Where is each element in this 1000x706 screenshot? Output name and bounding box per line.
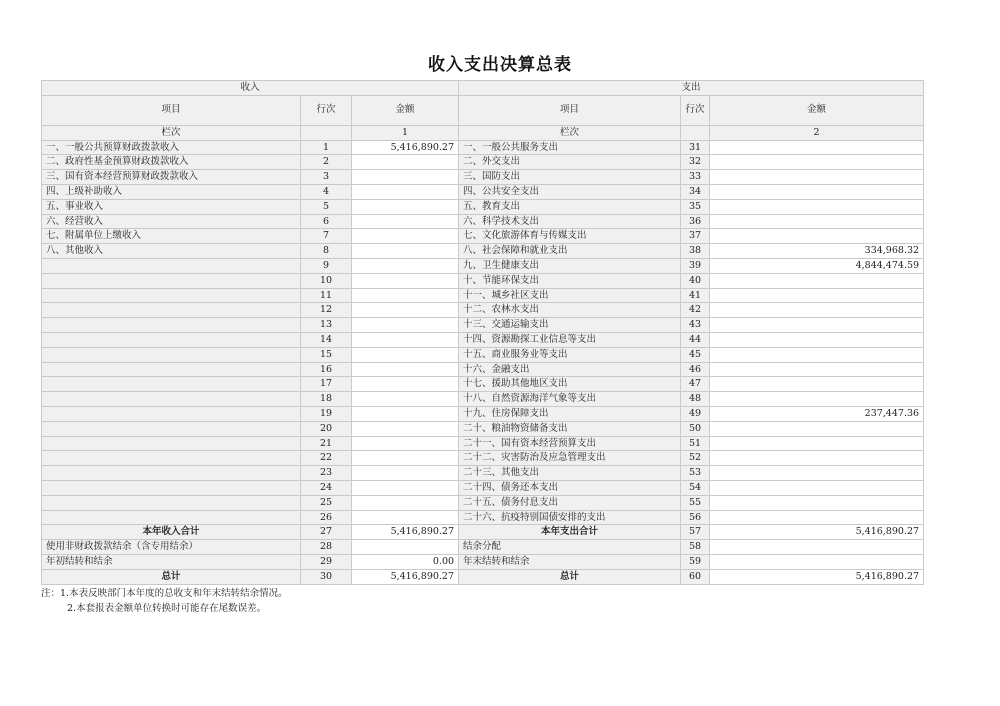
table-row <box>42 406 924 421</box>
expense-amount <box>710 554 924 569</box>
expense-item: 结余分配 <box>459 540 681 555</box>
income-amount <box>352 406 459 421</box>
income-item: 八、其他收入 <box>42 244 301 259</box>
expense-row-no: 51 <box>681 436 710 451</box>
income-item: 一、一般公共预算财政拨款收入 <box>42 140 301 155</box>
income-row-no: 27 <box>301 525 352 540</box>
expense-amount <box>710 332 924 347</box>
income-item <box>42 377 301 392</box>
expense-row-no: 48 <box>681 392 710 407</box>
expense-item: 二十三、其他支出 <box>459 466 681 481</box>
expense-item: 十七、援助其他地区支出 <box>459 377 681 392</box>
table-row <box>42 436 924 451</box>
income-amount-header: 金额 <box>352 95 459 125</box>
income-item: 二、政府性基金预算财政拨款收入 <box>42 155 301 170</box>
income-item <box>42 510 301 525</box>
expense-item: 二十六、抗疫特别国债安排的支出 <box>459 510 681 525</box>
income-row-no: 30 <box>301 569 352 584</box>
expense-item: 八、社会保障和就业支出 <box>459 244 681 259</box>
table-row <box>42 303 924 318</box>
income-amount <box>352 510 459 525</box>
expense-row-no-header: 行次 <box>681 95 710 125</box>
expense-amount: 237,447.36 <box>710 406 924 421</box>
table-row <box>42 451 924 466</box>
income-row-no: 15 <box>301 347 352 362</box>
income-amount <box>352 466 459 481</box>
expense-amount <box>710 510 924 525</box>
income-row-no: 8 <box>301 244 352 259</box>
expense-item: 二十一、国有资本经营预算支出 <box>459 436 681 451</box>
income-group-header: 收入 <box>42 81 459 96</box>
expense-row-no: 31 <box>681 140 710 155</box>
income-item: 年初结转和结余 <box>42 554 301 569</box>
income-amount <box>352 362 459 377</box>
expense-amount-header: 金额 <box>710 95 924 125</box>
expense-amount: 334,968.32 <box>710 244 924 259</box>
income-row-no: 14 <box>301 332 352 347</box>
expense-item: 九、卫生健康支出 <box>459 258 681 273</box>
expense-item: 十八、自然资源海洋气象等支出 <box>459 392 681 407</box>
income-amount <box>352 332 459 347</box>
income-amount: 0.00 <box>352 554 459 569</box>
expense-amount <box>710 184 924 199</box>
income-item <box>42 318 301 333</box>
expense-row-no: 38 <box>681 244 710 259</box>
expense-row-no: 56 <box>681 510 710 525</box>
income-row-no: 22 <box>301 451 352 466</box>
column-header-row <box>42 95 924 125</box>
income-row-no: 13 <box>301 318 352 333</box>
income-amount <box>352 436 459 451</box>
expense-amount <box>710 392 924 407</box>
expense-amount <box>710 436 924 451</box>
expense-item: 十六、金融支出 <box>459 362 681 377</box>
income-column-index: 1 <box>352 125 459 140</box>
expense-item: 三、国防支出 <box>459 170 681 185</box>
expense-amount <box>710 170 924 185</box>
income-item <box>42 362 301 377</box>
income-item <box>42 480 301 495</box>
income-amount <box>352 288 459 303</box>
table-row <box>42 140 924 155</box>
income-item: 三、国有资本经营预算财政拨款收入 <box>42 170 301 185</box>
income-item <box>42 258 301 273</box>
income-amount <box>352 258 459 273</box>
income-row-no: 1 <box>301 140 352 155</box>
expense-item: 总计 <box>459 569 681 584</box>
table-row <box>42 510 924 525</box>
expense-item: 一、一般公共服务支出 <box>459 140 681 155</box>
expense-item: 十五、商业服务业等支出 <box>459 347 681 362</box>
income-row-no: 19 <box>301 406 352 421</box>
table-row <box>42 495 924 510</box>
page-title: 收入支出决算总表 <box>428 55 572 75</box>
table-row <box>42 288 924 303</box>
expense-amount <box>710 362 924 377</box>
expense-item: 十四、资源勘探工业信息等支出 <box>459 332 681 347</box>
income-item <box>42 332 301 347</box>
table-row <box>42 199 924 214</box>
expense-amount <box>710 214 924 229</box>
income-row-no: 2 <box>301 155 352 170</box>
table-row <box>42 332 924 347</box>
expense-amount <box>710 540 924 555</box>
income-amount <box>352 392 459 407</box>
expense-column-index-blank <box>681 125 710 140</box>
expense-amount <box>710 303 924 318</box>
income-item: 使用非财政拨款结余（含专用结余） <box>42 540 301 555</box>
table-row <box>42 480 924 495</box>
footnotes <box>41 586 288 616</box>
income-row-no: 16 <box>301 362 352 377</box>
table-row <box>42 362 924 377</box>
expense-amount <box>710 347 924 362</box>
expense-amount <box>710 480 924 495</box>
expense-row-no: 33 <box>681 170 710 185</box>
income-item <box>42 303 301 318</box>
income-row-no: 4 <box>301 184 352 199</box>
expense-item: 四、公共安全支出 <box>459 184 681 199</box>
expense-item: 二、外交支出 <box>459 155 681 170</box>
income-item <box>42 392 301 407</box>
income-amount <box>352 377 459 392</box>
expense-row-no: 35 <box>681 199 710 214</box>
income-amount: 5,416,890.27 <box>352 569 459 584</box>
expense-amount <box>710 155 924 170</box>
table-row <box>42 244 924 259</box>
expense-row-no: 53 <box>681 466 710 481</box>
income-column-label: 栏次 <box>42 125 301 140</box>
table-row <box>42 184 924 199</box>
expense-amount <box>710 140 924 155</box>
expense-row-no: 44 <box>681 332 710 347</box>
expense-row-no: 57 <box>681 525 710 540</box>
expense-row-no: 36 <box>681 214 710 229</box>
table-row <box>42 392 924 407</box>
income-amount <box>352 273 459 288</box>
expense-column-label: 栏次 <box>459 125 681 140</box>
income-amount <box>352 199 459 214</box>
table-row <box>42 466 924 481</box>
expense-row-no: 45 <box>681 347 710 362</box>
expense-row-no: 59 <box>681 554 710 569</box>
income-row-no: 7 <box>301 229 352 244</box>
income-item: 四、上级补助收入 <box>42 184 301 199</box>
expense-amount <box>710 377 924 392</box>
summary-row <box>42 569 924 584</box>
expense-item: 六、科学技术支出 <box>459 214 681 229</box>
income-amount <box>352 318 459 333</box>
expense-item: 二十、粮油物资储备支出 <box>459 421 681 436</box>
income-item <box>42 347 301 362</box>
table-row <box>42 258 924 273</box>
income-item: 七、附属单位上缴收入 <box>42 229 301 244</box>
expense-item: 年末结转和结余 <box>459 554 681 569</box>
income-amount <box>352 214 459 229</box>
expense-amount <box>710 199 924 214</box>
table-row <box>42 273 924 288</box>
income-amount <box>352 303 459 318</box>
income-row-no: 26 <box>301 510 352 525</box>
expense-item-header: 项目 <box>459 95 681 125</box>
expense-row-no: 37 <box>681 229 710 244</box>
expense-item: 二十二、灾害防治及应急管理支出 <box>459 451 681 466</box>
expense-amount <box>710 466 924 481</box>
expense-row-no: 34 <box>681 184 710 199</box>
expense-amount: 4,844,474.59 <box>710 258 924 273</box>
expense-item: 七、文化旅游体育与传媒支出 <box>459 229 681 244</box>
income-row-no: 29 <box>301 554 352 569</box>
income-item-header: 项目 <box>42 95 301 125</box>
table-row <box>42 377 924 392</box>
income-amount <box>352 244 459 259</box>
table-row <box>42 155 924 170</box>
income-row-no: 3 <box>301 170 352 185</box>
expense-row-no: 40 <box>681 273 710 288</box>
table-row <box>42 214 924 229</box>
income-row-no: 23 <box>301 466 352 481</box>
expense-item: 二十四、债务还本支出 <box>459 480 681 495</box>
income-column-index-blank <box>301 125 352 140</box>
expense-row-no: 54 <box>681 480 710 495</box>
income-amount <box>352 347 459 362</box>
income-row-no: 24 <box>301 480 352 495</box>
table-row <box>42 347 924 362</box>
income-amount: 5,416,890.27 <box>352 140 459 155</box>
expense-row-no: 43 <box>681 318 710 333</box>
expense-item: 十二、农林水支出 <box>459 303 681 318</box>
income-amount <box>352 451 459 466</box>
expense-row-no: 39 <box>681 258 710 273</box>
expense-row-no: 46 <box>681 362 710 377</box>
expense-amount <box>710 273 924 288</box>
income-amount <box>352 229 459 244</box>
income-row-no: 11 <box>301 288 352 303</box>
expense-amount: 5,416,890.27 <box>710 569 924 584</box>
income-item <box>42 466 301 481</box>
income-item <box>42 436 301 451</box>
table-row <box>42 229 924 244</box>
income-item: 本年收入合计 <box>42 525 301 540</box>
expense-item: 十、节能环保支出 <box>459 273 681 288</box>
expense-row-no: 60 <box>681 569 710 584</box>
table-row <box>42 318 924 333</box>
income-row-no: 6 <box>301 214 352 229</box>
income-item: 六、经营收入 <box>42 214 301 229</box>
expense-row-no: 42 <box>681 303 710 318</box>
expense-row-no: 50 <box>681 421 710 436</box>
income-amount <box>352 184 459 199</box>
expense-amount <box>710 421 924 436</box>
column-index-row <box>42 125 924 140</box>
footnote-2: 2.本套报表金额单位转换时可能存在尾数误差。 <box>67 603 267 614</box>
income-row-no: 12 <box>301 303 352 318</box>
income-amount: 5,416,890.27 <box>352 525 459 540</box>
income-item <box>42 451 301 466</box>
income-row-no: 5 <box>301 199 352 214</box>
income-item <box>42 406 301 421</box>
expense-amount <box>710 318 924 333</box>
income-amount <box>352 540 459 555</box>
income-row-no: 9 <box>301 258 352 273</box>
income-amount <box>352 170 459 185</box>
expense-item: 本年支出合计 <box>459 525 681 540</box>
report-table <box>41 80 924 585</box>
income-item <box>42 495 301 510</box>
expense-amount <box>710 451 924 466</box>
summary-row <box>42 540 924 555</box>
expense-row-no: 58 <box>681 540 710 555</box>
income-amount <box>352 421 459 436</box>
expense-row-no: 55 <box>681 495 710 510</box>
expense-item: 十九、住房保障支出 <box>459 406 681 421</box>
income-row-no: 10 <box>301 273 352 288</box>
expense-row-no: 47 <box>681 377 710 392</box>
income-item <box>42 421 301 436</box>
income-row-no: 18 <box>301 392 352 407</box>
expense-row-no: 32 <box>681 155 710 170</box>
expense-amount: 5,416,890.27 <box>710 525 924 540</box>
expense-row-no: 41 <box>681 288 710 303</box>
income-amount <box>352 155 459 170</box>
income-row-no: 17 <box>301 377 352 392</box>
expense-item: 五、教育支出 <box>459 199 681 214</box>
expense-item: 二十五、债务付息支出 <box>459 495 681 510</box>
expense-amount <box>710 288 924 303</box>
group-header-row <box>42 81 924 96</box>
expense-item: 十一、城乡社区支出 <box>459 288 681 303</box>
income-row-no: 21 <box>301 436 352 451</box>
expense-item: 十三、交通运输支出 <box>459 318 681 333</box>
income-item: 总计 <box>42 569 301 584</box>
expense-amount <box>710 229 924 244</box>
expense-row-no: 49 <box>681 406 710 421</box>
income-amount <box>352 480 459 495</box>
table-row <box>42 170 924 185</box>
income-row-no: 25 <box>301 495 352 510</box>
expense-column-index: 2 <box>710 125 924 140</box>
expense-group-header: 支出 <box>459 81 924 96</box>
summary-row <box>42 525 924 540</box>
income-item: 五、事业收入 <box>42 199 301 214</box>
income-row-no-header: 行次 <box>301 95 352 125</box>
income-item <box>42 273 301 288</box>
income-row-no: 28 <box>301 540 352 555</box>
table-row <box>42 421 924 436</box>
income-item <box>42 288 301 303</box>
expense-row-no: 52 <box>681 451 710 466</box>
footnote-1: 注：1.本表反映部门本年度的总收支和年末结转结余情况。 <box>41 588 288 599</box>
income-amount <box>352 495 459 510</box>
summary-row <box>42 554 924 569</box>
income-row-no: 20 <box>301 421 352 436</box>
expense-amount <box>710 495 924 510</box>
